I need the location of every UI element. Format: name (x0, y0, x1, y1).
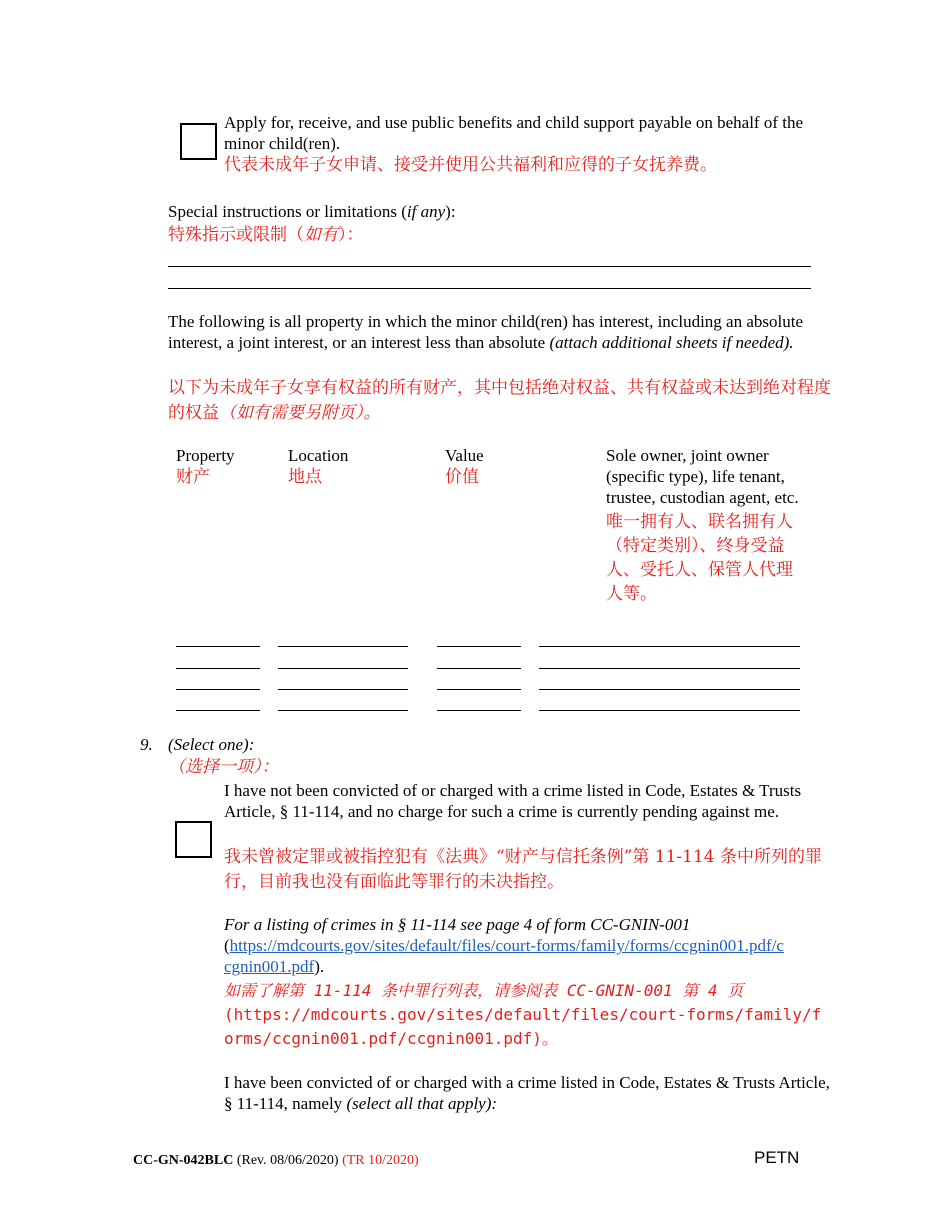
item-9-select-en: (Select one): (168, 735, 255, 754)
location-line[interactable] (278, 646, 408, 647)
convicted-text-en: I have been convicted of or charged with a crime listed in Code, Estates & Trusts Article, § 11-114, namely (select all that apply): (224, 1073, 830, 1113)
value-line[interactable] (437, 646, 521, 647)
column-property: Property 财产 (176, 446, 235, 487)
location-line[interactable] (278, 710, 408, 711)
special-instructions-line-1[interactable] (168, 266, 811, 267)
benefits-text-zh: 代表未成年子女申请、接受并使用公共福利和应得的子女抚养费。 (224, 155, 717, 175)
not-convicted-text-en: I have not been convicted of or charged with a crime listed in Code, Estates & Trusts Article, § 11-114, and no charge for such a crime is currently pending against me. (224, 781, 802, 821)
property-intro-zh: 以下为未成年子女享有权益的所有财产，其中包括绝对权益、共有权益或未达到绝对程度的权益（如有需要另附页）。 (168, 378, 831, 423)
item-9-number: 9. (140, 735, 153, 754)
crime-listing-en: For a listing of crimes in § 11-114 see page 4 of form CC-GNIN-001 (https://mdcourts.gov/sites/default/files/court-forms/family/forms/ccgnin001.pdf/ccgnin001.pdf). (224, 915, 784, 976)
ownership-line[interactable] (539, 689, 800, 690)
column-location: Location 地点 (288, 446, 349, 487)
value-line[interactable] (437, 710, 521, 711)
crime-listing-link[interactable]: https://mdcourts.gov/sites/default/files/court-forms/family/forms/ccgnin001.pdf/ccgnin001.pdf (224, 936, 784, 976)
footer-petn: PETN (754, 1148, 800, 1167)
value-line[interactable] (437, 689, 521, 690)
property-line[interactable] (176, 710, 260, 711)
benefits-text-en: Apply for, receive, and use public benefits and child support payable on behalf of the minor child(ren). (224, 113, 804, 153)
special-instructions-line-2[interactable] (168, 288, 811, 289)
location-line[interactable] (278, 689, 408, 690)
property-line[interactable] (176, 668, 260, 669)
value-line[interactable] (437, 668, 521, 669)
not-convicted-checkbox[interactable] (175, 821, 212, 858)
location-line[interactable] (278, 668, 408, 669)
ownership-line[interactable] (539, 646, 800, 647)
item-9-select-zh: （选择一项）： (168, 757, 279, 777)
ownership-line[interactable] (539, 710, 800, 711)
column-value: Value 价值 (445, 446, 484, 487)
special-instructions-label-zh: 特殊指示或限制（如有）： (168, 225, 364, 245)
special-instructions-label: Special instructions or limitations (if any): (168, 202, 456, 221)
footer-form-id: CC-GN-042BLC (Rev. 08/06/2020) (TR 10/2020) (133, 1153, 419, 1168)
column-ownership: Sole owner, joint owner (specific type), life tenant, trustee, custodian agent, etc. 唯一拥有人、联名拥有人（特定类别）、终身受益人、受托人、保管人代理人等。 (606, 446, 799, 604)
not-convicted-text-zh: 我未曾被定罪或被指控犯有《法典》“财产与信托条例”第 11-114 条中所列的罪行，目前我也没有面临此等罪行的未决指控。 (224, 847, 823, 892)
crime-listing-zh: 如需了解第 11-114 条中罪行列表，请参阅表 CC-GNIN-001 第 4 页 (https://mdcourts.gov/sites/default/files/court-forms/family/forms/ccgnin001.pdf/ccgnin001.pdf)。 (224, 981, 822, 1048)
property-line[interactable] (176, 646, 260, 647)
property-intro-en: The following is all property in which the minor child(ren) has interest, including an absolute interest, a joint interest, or an interest less than absolute (attach additional sheets if needed). (168, 312, 803, 352)
property-line[interactable] (176, 689, 260, 690)
benefits-checkbox[interactable] (180, 123, 217, 160)
ownership-line[interactable] (539, 668, 800, 669)
